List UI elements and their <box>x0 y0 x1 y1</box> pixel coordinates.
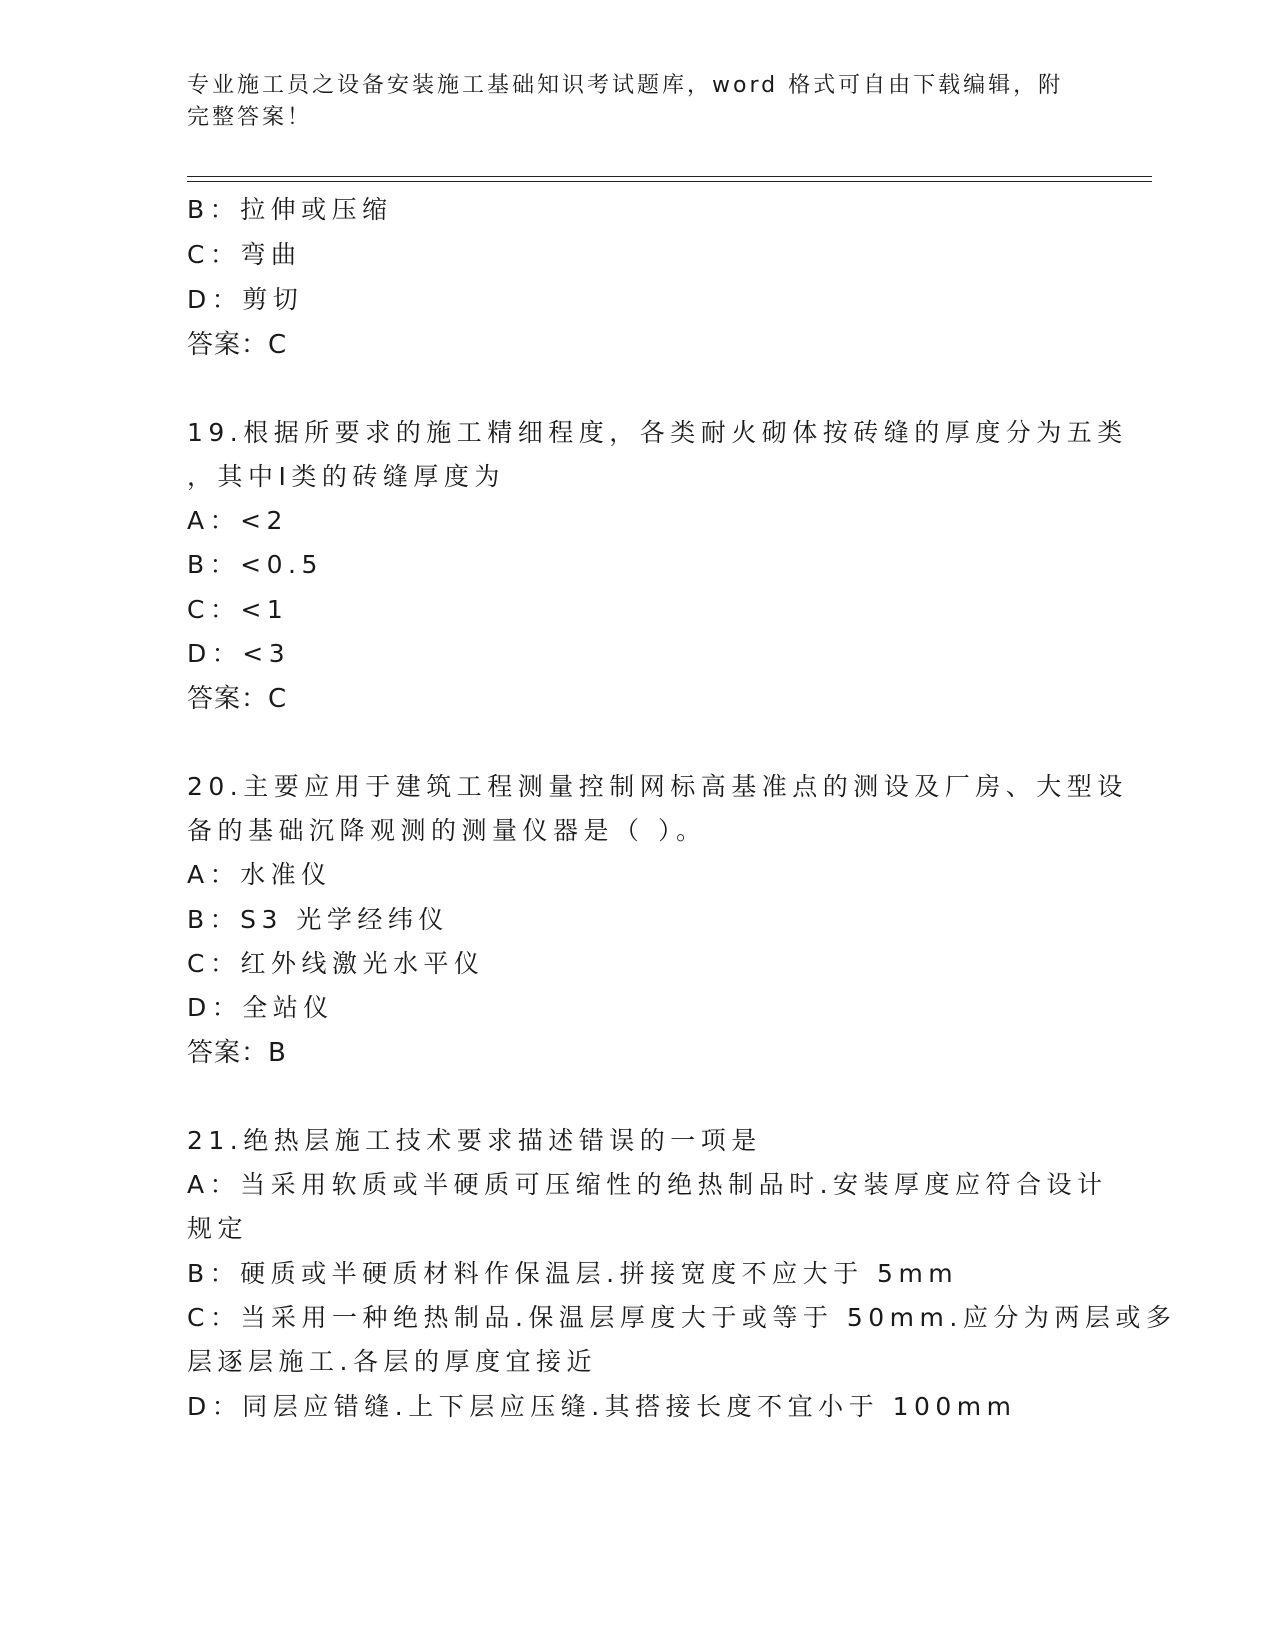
q19-answer: 答案：C <box>187 684 288 714</box>
q19-question-line-2: ，其中Ⅰ类的砖缝厚度为 <box>187 462 505 491</box>
q20-option-c: C：红外线激光水平仪 <box>187 949 485 978</box>
header-rule-bottom <box>187 181 1152 182</box>
header-rule-top <box>187 176 1152 177</box>
q19-option-b: B：<0.5 <box>187 550 323 579</box>
q21-option-a-line-2: 规定 <box>187 1214 249 1243</box>
q20-question-line-1: 20.主要应用于建筑工程测量控制网标高基准点的测设及厂房、大型设 <box>187 772 1128 801</box>
q19-option-d: D：<3 <box>187 639 291 668</box>
q19-option-c: C：<1 <box>187 595 289 624</box>
q20-option-d: D：全站仪 <box>187 993 334 1022</box>
q18-option-b: B：拉伸或压缩 <box>187 195 393 224</box>
q20-option-b: B：S3 光学经纬仪 <box>187 905 449 934</box>
q21-option-c-line-2: 层逐层施工.各层的厚度宜接近 <box>187 1347 597 1376</box>
q21-option-c-line-1: C：当采用一种绝热制品.保温层厚度大于或等于 50mm.应分为两层或多 <box>187 1303 1177 1332</box>
q19-question-line-1: 19.根据所要求的施工精细程度，各类耐火砌体按砖缝的厚度分为五类 <box>187 418 1128 447</box>
q18-answer: 答案：C <box>187 330 288 360</box>
document-header: 专业施工员之设备安装施工基础知识考试题库，word 格式可自由下载编辑，附完整答案！ <box>187 73 1064 130</box>
q19-option-a: A：<2 <box>187 506 288 535</box>
q21-option-b: B：硬质或半硬质材料作保温层.拼接宽度不应大于 5mm <box>187 1259 959 1288</box>
q20-option-a: A：水准仪 <box>187 860 332 889</box>
q18-option-d: D：剪切 <box>187 285 304 314</box>
q20-question-line-2: 备的基础沉降观测的测量仪器是（ ）。 <box>187 816 707 845</box>
q20-answer: 答案：B <box>187 1038 287 1068</box>
q18-option-c: C：弯曲 <box>187 240 302 269</box>
q21-option-d: D：同层应错缝.上下层应压缝.其搭接长度不宜小于 100mm <box>187 1392 1017 1421</box>
q21-question: 21.绝热层施工技术要求描述错误的一项是 <box>187 1126 762 1155</box>
q21-option-a-line-1: A：当采用软质或半硬质可压缩性的绝热制品时.安装厚度应符合设计 <box>187 1170 1108 1199</box>
